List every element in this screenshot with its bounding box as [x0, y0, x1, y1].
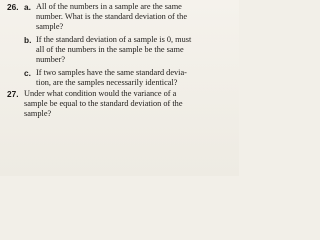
problem-26c-line-2: tion, are the samples necessarily identical?	[36, 78, 178, 87]
problem-26b-letter: b.	[24, 35, 32, 45]
problem-26a-line-2: number. What is the standard deviation of the	[36, 12, 187, 21]
problem-26a-line-3: sample?	[36, 22, 64, 31]
problem-26b-line-1: If the standard deviation of a sample is 0, must	[36, 35, 192, 44]
problem-26c-line-1: If two samples have the same standard devia-	[36, 68, 187, 77]
problem-26a-line-1: All of the numbers in a sample are the same	[36, 2, 182, 11]
problem-27-line-2: sample be equal to the standard deviation of the	[24, 99, 183, 108]
problem-26-number: 26.	[7, 2, 19, 12]
problem-26b-line-3: number?	[36, 55, 66, 64]
problem-27-number: 27.	[7, 89, 19, 99]
problem-27-line-1: Under what condition would the variance of a	[24, 89, 177, 98]
problem-26c-letter: c.	[24, 68, 31, 78]
problem-27-line-3: sample?	[24, 109, 52, 118]
problem-26a-letter: a.	[24, 2, 31, 12]
problem-26b-line-2: all of the numbers in the sample be the same	[36, 45, 184, 54]
